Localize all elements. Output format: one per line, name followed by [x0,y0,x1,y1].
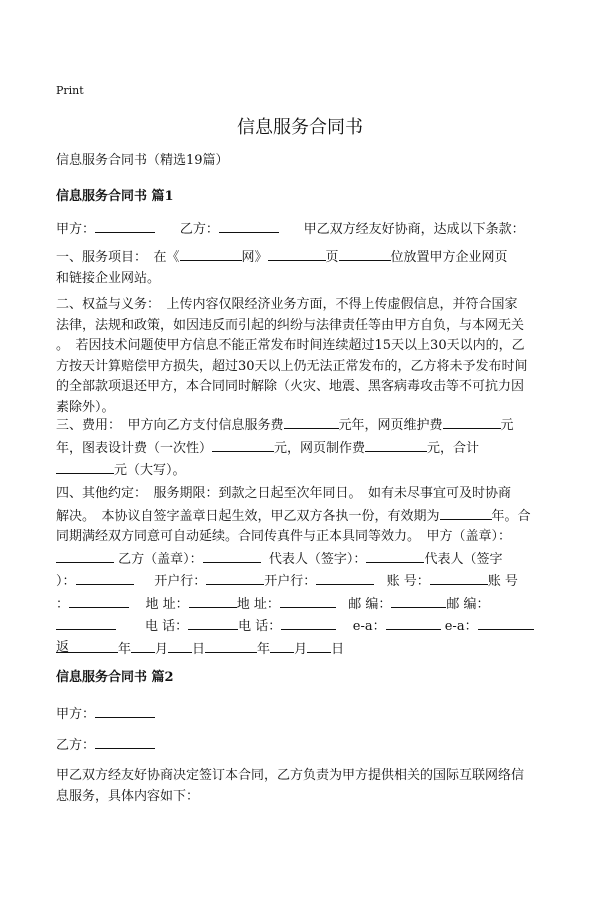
blank [443,414,501,429]
article-2-line: 息服务，具体内容如下： [56,788,200,804]
item-4-paragraph [56,484,548,660]
blank [95,703,155,718]
item-3-paragraph [56,414,548,482]
blank [56,548,114,563]
party-b-blank [219,218,279,233]
signature-line-1: 乙方（盖章）： 代表人（签字）： 代表人（签字 [56,548,548,571]
parties-statement: 甲乙双方经友好协商，达成以下条款： [303,222,525,237]
article-2-heading: 信息服务合同书 篇2 [56,670,174,685]
article-2-party-b: 乙方： [56,734,155,756]
blank [168,638,192,653]
item-2-paragraph [56,295,548,418]
party-a-blank [95,218,155,233]
item-1-paragraph [56,246,548,289]
document-subtitle: 信息服务合同书（精选19篇） [56,153,229,168]
blank [478,615,534,630]
signature-line-3: ： 地 址： 地 址： 邮 编： 邮 编： [56,593,548,616]
blank [339,246,391,261]
blank [307,638,331,653]
blank [189,593,237,608]
item-2-line: 方按天计算赔偿甲方损失，超过30天以上仍无法正常发布的，乙方将未予发布时间 [56,358,528,374]
item-4-line-2: 解决。 本协议自签字盖章日起生效，甲乙双方各执一份，有效期为 年。合 [56,505,548,528]
blank [268,246,326,261]
blank [440,505,492,520]
blank [366,548,424,563]
item-2-line: 二、权益与义务： 上传内容仅限经济业务方面，不得上传虚假信息，并符合国家 [56,297,518,312]
blank [365,437,427,452]
article-2-line: 甲乙双方经友好协商决定签订本合同，乙方负责为甲方提供相关的国际互联网络信 [56,768,525,783]
blank [206,570,264,585]
item-2-line: 。 若因技术问题使甲方信息不能正常发布时间连续超过15天以上30天以内的，乙 [56,338,525,353]
blank [205,638,257,653]
blank [188,615,238,630]
blank [391,593,446,608]
article-2-body [56,766,548,807]
blank [76,570,134,585]
print-label[interactable]: Print [56,84,84,97]
blank [280,593,336,608]
party-a-label: 甲方： [56,222,96,237]
item-2-line: 法律，法规和政策，如因违反而引起的纠纷与法律责任等由甲方自负，与本网无关 [56,317,525,333]
item-2-line: 的全部款项退还甲方，本合同同时解除（火灾、地震、黑客病毒攻击等不可抗力因 [56,379,525,394]
item-1-line-2: 和链接企业网站。 [56,270,161,286]
blank [180,246,242,261]
item-3-line-1: 三、费用： 甲方向乙方支付信息服务费 元年，网页维护费 元 [56,414,548,437]
party-b-label: 乙方： [179,222,219,237]
item-4-line-1: 四、其他约定： 服务期限：到款之日起至次年同日。 如有未尽事宜可及时协商 [56,486,512,501]
blank [69,593,129,608]
article-1-heading: 信息服务合同书 篇1 [56,189,174,204]
blank [95,734,155,749]
blank [203,548,261,563]
blank [281,615,336,630]
blank [316,570,374,585]
blank [131,638,155,653]
blank [386,615,441,630]
blank [430,570,488,585]
date-line: 年 月 日 年 月 日 [56,638,548,661]
parties-line [56,218,525,240]
blank [270,638,294,653]
item-1-line-1: 一、服务项目： 在《 网》 页 位放置甲方企业网页 [56,246,548,269]
item-4-line-3: 同期满经双方同意可自动延续。合同传真件与正本具同等效力。 甲方（盖章）： [56,529,512,544]
blank [56,459,114,474]
item-3-line-3: 元（大写）。 [56,459,548,482]
back-link[interactable]: 返 [56,640,70,655]
document-title: 信息服务合同书 [237,117,363,138]
article-2-party-a: 甲方： [56,703,155,725]
signature-line-2: ）： 开户行： 开户行： 账 号： 账 号 [56,570,548,593]
item-2-line: 素除外）。 [56,399,115,415]
blank [212,437,274,452]
blank [56,615,116,630]
item-3-line-2: 年，图表设计费（一次性） 元，网页制作费 元，合计 [56,437,548,460]
blank [284,414,339,429]
signature-line-4: 电 话： 电 话： e-a： e-a： [56,615,548,638]
